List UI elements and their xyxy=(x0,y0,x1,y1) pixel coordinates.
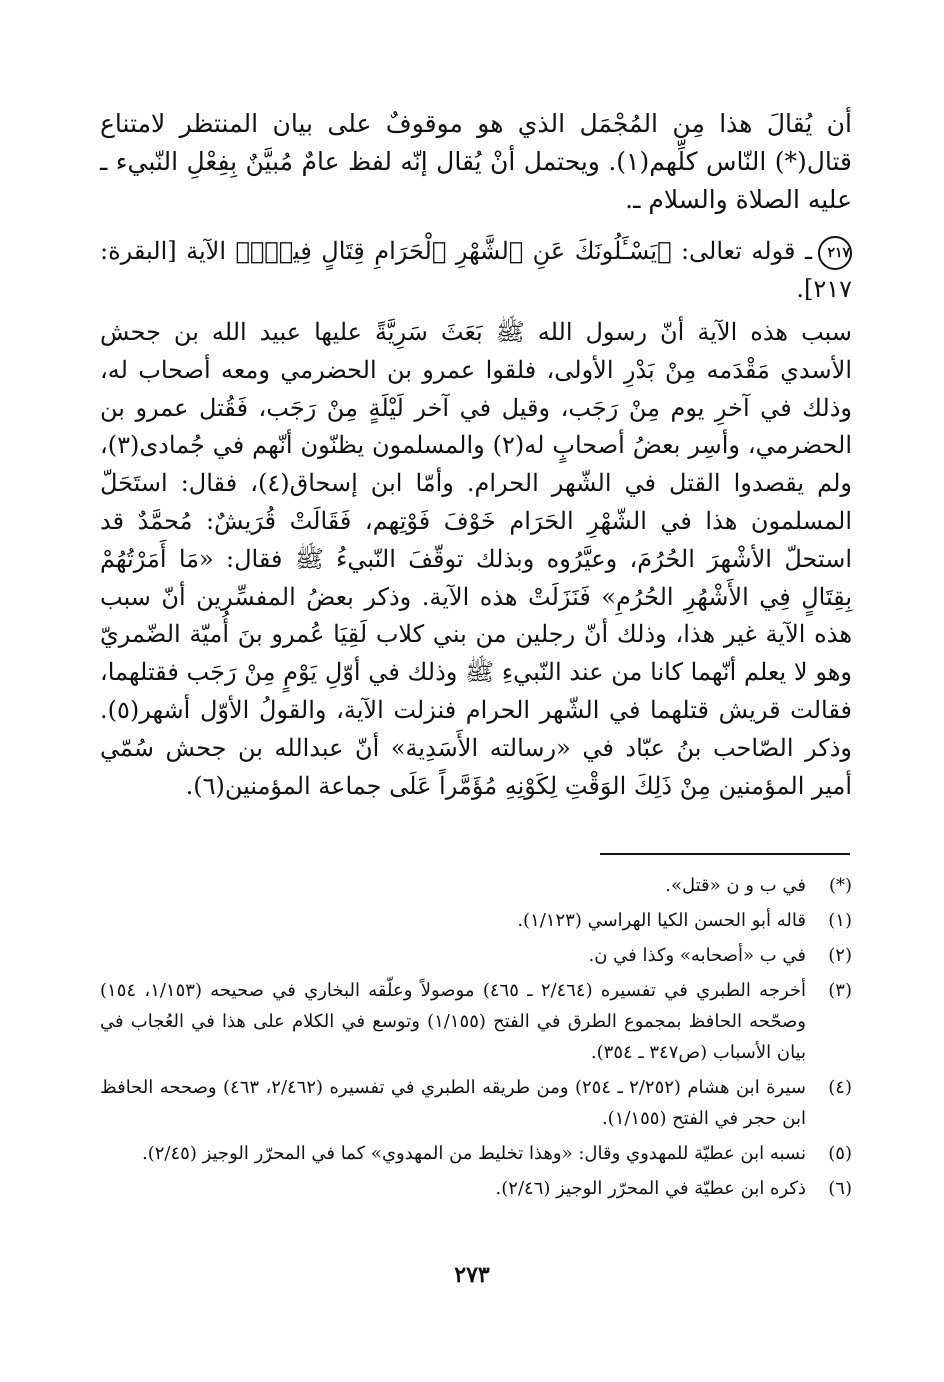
body-paragraph: سبب هذه الآية أنّ رسول الله ﷺ بَعَثَ سَرِيَّةً عليها عبيد الله بن جحش الأسدي مَقْدَمه مِنْ بَدْرِ الأولى، فلقوا عمرو بن الحضرمي ومعه أصحاب له، وذلك في آخرِ يوم مِنْ رَجَب، وقيل في آخر لَيْلَةٍ مِنْ رَجَب، فَقُتل عمرو بن الحضرمي، وأسِر بعضُ أصحابٍ له(٢) والمسلمون يظنّون أنّهم في جُمادى(٣)، ولم يقصدوا القتل في الشّهر الحرام. وأمّا ابن إسحاق(٤)، فقال: استَحَلّ المسلمون هذا في الشّهْرِ الحَرَام خَوْفَ فَوْتِهم، فَقَالَتْ قُرَيشٌ: مُحمَّدٌ قد استحلّ الأشْهرَ الحُرُمَ، وعيَّرُوه وبذلك توقّفَ النّبيءُ ﷺ فقال: «مَا أَمَرْتُهُمْ بِقِتَالٍ فِي الأَشْهُرِ الحُرُمِ» فَنَزَلَتْ هذه الآية. وذكر بعضُ المفسِّرين أنّ سبب هذه الآية غير هذا، وذلك أنّ رجلين من بني كلاب لَقِيَا عُمرو بنَ أُميّة الضّمريّ وهو لا يعلم أنّهما كانا من عند النّبيءِ ﷺ وذلك في أوّلِ يَوْمٍ مِنْ رَجَب فقتلهما، فقالت قريش قتلهما في الشّهر الحرام فنزلت الآية، والقولُ الأوّل أشهر(٥). وذكر الصّاحب بنُ عبّاد في «رسالته الأَسَدِية» أنّ عبدالله بن جحش سُمّي أمير المؤمنين مِنْ ذَلِكَ الوَقْتِ لِكَوْنِهِ مُؤَمَّراً عَلَى جماعة المؤمنين(٦). xyxy=(100,318,853,800)
intro-paragraph: أن يُقالَ هذا مِن المُجْمَل الذي هو موقوفٌ على بيان المنتظر لامتناع قتال(*) النّاس كلِّهم(١). ويحتمل أنْ يُقال إنّه لفظ عامٌ مُبيَّنٌ بِفِعْلِ النّبيء ـ عليه الصلاة والسلام ـ. xyxy=(100,109,852,214)
footnote-mark: (٤) xyxy=(828,1077,852,1098)
footnote-mark: (٦) xyxy=(828,1178,852,1199)
footnote-mark: (*) xyxy=(828,875,852,896)
footnote-divider xyxy=(600,853,850,855)
footnote-item xyxy=(100,940,852,971)
footnote-text: أخرجه الطبري في تفسيره (٢/٤٦٤ ـ ٤٦٥) موصولاً وعلّقه البخاري في صحيحه (١/١٥٣، ١٥٤) وصحّحه الحافظ بمجموع الطرق في الفتح (١/١٥٥) وتوسع في الكلام على هذا في العُجاب في بيان الأسباب (ص٣٤٧ ـ ٣٥٤). xyxy=(100,980,807,1063)
footnote-text: ذكره ابن عطيّة في المحرّر الوجيز (٢/٤٦). xyxy=(495,1178,806,1199)
page-number: ٢٧٣ xyxy=(454,1262,490,1288)
footnote-mark: (٣) xyxy=(828,980,852,1001)
footnote-list xyxy=(100,870,852,1208)
footnote-item xyxy=(100,905,852,936)
footnote-item xyxy=(100,1173,852,1204)
footnote-mark: (٢) xyxy=(828,945,852,966)
footnote-item xyxy=(100,870,852,901)
footnote-text: سيرة ابن هشام (٢/٢٥٢ ـ ٢٥٤) ومن طريقه الطبري في تفسيره (٢/٤٦٢، ٤٦٣) وصححه الحافظ ابن حجر في الفتح (١/١٥٥). xyxy=(100,1077,806,1129)
footnote-text: في ب و ن «قتل». xyxy=(665,875,806,896)
verse-number-badge: ٢١٧ xyxy=(818,236,852,270)
footnote-item xyxy=(100,975,852,1068)
footnote-item xyxy=(100,1072,852,1134)
verse-text: ـ قوله تعالى: ﴿يَسْـَٔلُونَكَ عَنِ ٱلشَّهْرِ ٱلْحَرَامِ قِتَالٍ فِيهِۖ﴾ الآية [البقرة: ٢١٧]. xyxy=(100,237,852,303)
footnote-item xyxy=(100,1138,852,1169)
footnote-mark: (١) xyxy=(828,910,852,931)
footnote-text: قاله أبو الحسن الكيا الهراسي (١/١٢٣). xyxy=(517,910,806,931)
verse-heading xyxy=(100,232,852,308)
footnote-mark: (٥) xyxy=(828,1143,852,1164)
footnote-text: في ب «أصحابه» وكذا في ن. xyxy=(588,945,806,966)
footnote-text: نسبه ابن عطيّة للمهدوي وقال: «وهذا تخليط من المهدوي» كما في المحرّر الوجيز (٢/٤٥). xyxy=(142,1143,806,1164)
